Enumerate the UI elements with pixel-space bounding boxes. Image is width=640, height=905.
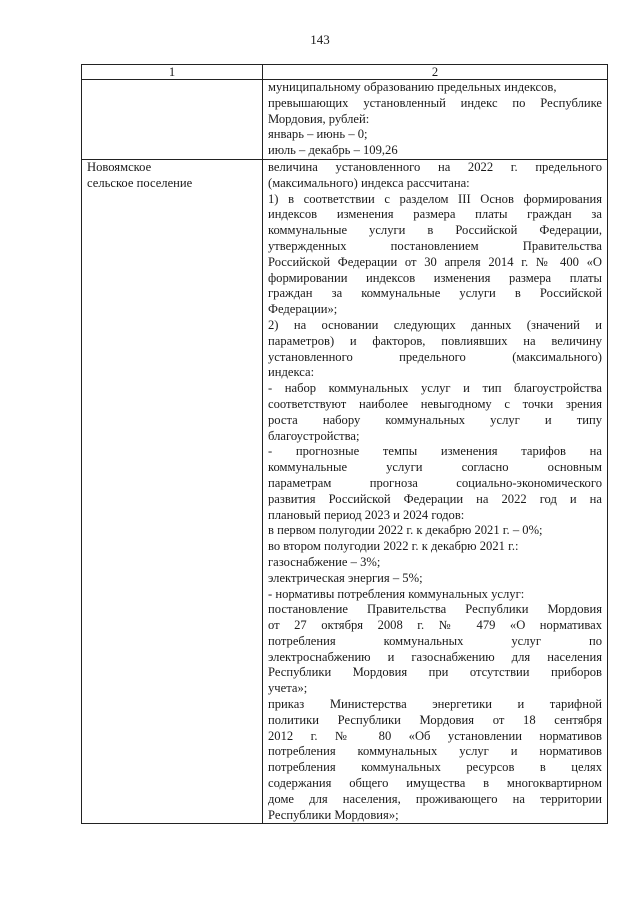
description-line: январь – июнь – 0; bbox=[268, 127, 368, 142]
description-line: коммунальные услуги в Российской Федерации, bbox=[268, 223, 602, 238]
header-col-1: 1 bbox=[82, 65, 263, 80]
table-header-row bbox=[82, 65, 608, 80]
index-description-cell bbox=[263, 159, 608, 823]
municipality-cell bbox=[82, 159, 263, 823]
description-line: утвержденных постановлением Правительства bbox=[268, 238, 602, 253]
description-line: развития Российской Федерации на 2022 год и на bbox=[268, 491, 602, 506]
description-line: (максимального) индекса рассчитана: bbox=[268, 175, 470, 190]
description-line: газоснабжение – 3%; bbox=[268, 554, 381, 569]
description-line: - набор коммунальных услуг и тип благоустройства bbox=[268, 381, 602, 396]
description-line: доме для населения, проживающего на территории bbox=[268, 791, 602, 806]
description-line: 1) в соответствии с разделом III Основ формирования bbox=[268, 191, 602, 206]
description-line: потребления коммунальных ресурсов в целях bbox=[268, 760, 602, 775]
description-line: - нормативы потребления коммунальных услуг: bbox=[268, 586, 525, 601]
table-row bbox=[82, 159, 608, 823]
description-line: приказ Министерства энергетики и тарифной bbox=[268, 697, 602, 712]
index-description-cell bbox=[263, 80, 608, 160]
table-row bbox=[82, 80, 608, 160]
description-line: индексов изменения размера платы граждан за bbox=[268, 207, 602, 222]
description-line: в первом полугодии 2022 г. к декабрю 2021 г. – 0%; bbox=[268, 523, 543, 538]
description-line: электроснабжению и газоснабжению для населения bbox=[268, 649, 602, 664]
description-line: благоустройства; bbox=[268, 428, 360, 443]
description-line: Мордовия, рублей: bbox=[268, 111, 370, 126]
description-line: электрическая энергия – 5%; bbox=[268, 570, 423, 585]
description-line: июль – декабрь – 109,26 bbox=[268, 143, 398, 158]
municipality-name-line: сельское поселение bbox=[87, 175, 193, 190]
description-line: 2012 г. № 80 «Об установлении нормативов bbox=[268, 728, 602, 743]
description-line: политики Республики Мордовия от 18 сентября bbox=[268, 712, 602, 727]
description-line: формировании индексов изменения размера платы bbox=[268, 270, 602, 285]
description-line: величина установленного на 2022 г. предельного bbox=[268, 159, 602, 174]
description-line: муниципальному образованию предельных индексов, bbox=[268, 80, 557, 94]
page-number: 143 bbox=[310, 32, 330, 47]
description-line: содержания общего имущества в многоквартирном bbox=[268, 776, 602, 791]
description-line: постановление Правительства Республики Мордовия bbox=[268, 602, 602, 617]
description-line: - прогнозные темпы изменения тарифов на bbox=[268, 444, 602, 459]
description-line: от 27 октября 2008 г. № 479 «О нормативах bbox=[268, 618, 602, 633]
municipality-name-line: Новоямское bbox=[87, 159, 152, 174]
description-line: потребления коммунальных услуг по bbox=[268, 633, 602, 648]
description-line: роста набору коммунальных услуг и типу bbox=[268, 412, 602, 427]
description-line: Российской Федерации от 30 апреля 2014 г. № 400 «О bbox=[268, 254, 602, 269]
description-line: 2) на основании следующих данных (значений и bbox=[268, 317, 602, 332]
description-line: потребления коммунальных услуг и нормативов bbox=[268, 744, 602, 759]
tariff-index-table bbox=[81, 64, 608, 824]
description-line: превышающих установленный индекс по Республике bbox=[268, 95, 602, 110]
description-line: граждан за коммунальные услуги в Российской bbox=[268, 286, 602, 301]
description-line: Республики Мордовия при отсутствии приборов bbox=[268, 665, 602, 680]
description-line: индекса: bbox=[268, 365, 315, 380]
description-line: учета»; bbox=[268, 681, 308, 696]
description-line: плановый период 2023 и 2024 годов: bbox=[268, 507, 465, 522]
description-line: параметрам прогноза социально-экономического bbox=[268, 475, 602, 490]
description-line: соответствуют наиболее невыгодному с точки зрения bbox=[268, 396, 602, 411]
header-col-2: 2 bbox=[263, 65, 608, 80]
description-line: установленного предельного (максимального) bbox=[268, 349, 602, 364]
municipality-cell bbox=[82, 80, 263, 160]
description-line: коммунальные услуги согласно основным bbox=[268, 460, 602, 475]
description-line: Федерации»; bbox=[268, 302, 338, 317]
description-line: во втором полугодии 2022 г. к декабрю 2021 г.: bbox=[268, 539, 519, 554]
description-line: Республики Мордовия»; bbox=[268, 807, 399, 822]
description-line: параметров) и факторов, повлиявших на величину bbox=[268, 333, 602, 348]
